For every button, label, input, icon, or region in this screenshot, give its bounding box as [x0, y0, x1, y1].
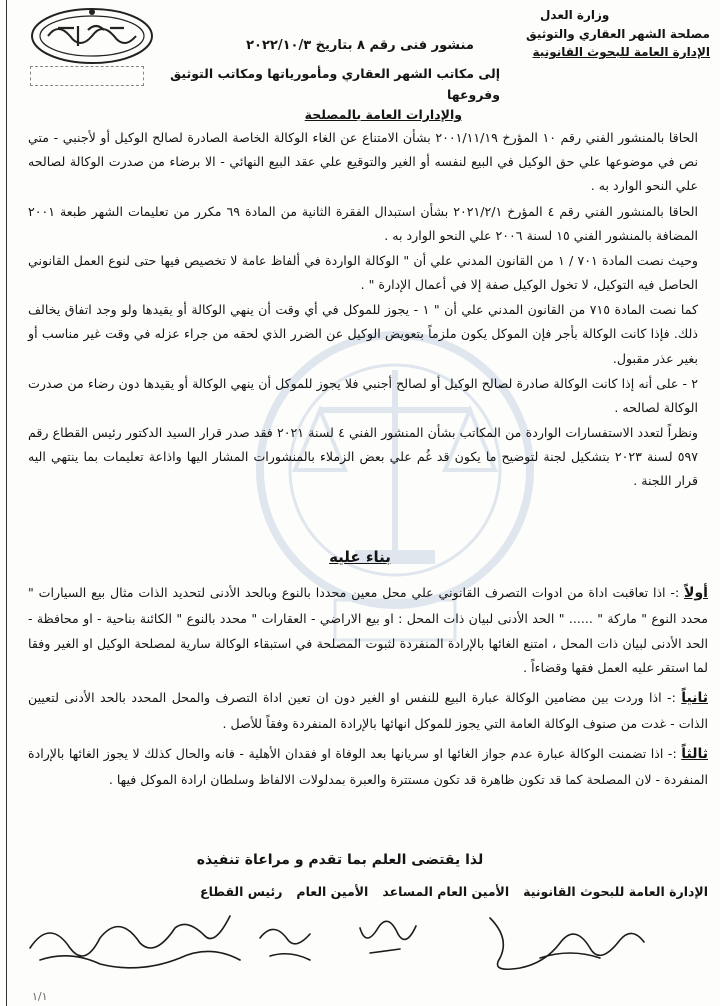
clause-text: :- اذا وردت بين مضامين الوكالة عبارة البيع للنفس او الغير دون ان تعين اداة التصرف والمحل المحدد بالحد الأدنى لتعيين الذات - غدت من صنوف الوكالة العامة التي يجوز للموكل انهائها بالإرادة المنفردة وفقاً للأصل . [28, 689, 708, 732]
paragraph: وحيث نصت المادة ٧٠١ / ١ من القانون المدني علي أن " الوكالة الواردة في ألفاظ عامة لا تخصيص فيها حتى لنوع العمل القانوني الحاصل فيه التوكيل، لا تخول الوكيل صفة إلا في أعمال الإدارة " . [28, 252, 698, 293]
obscured-stamp [30, 66, 144, 86]
signatory-legal-research: الإدارة العامة للبحوث القانونية [523, 884, 708, 899]
closing-instruction: لذا يقتضى العلم بما تقدم و مراعاة تنفيذه [196, 852, 484, 868]
clause-item [28, 685, 708, 737]
paragraph: كما نصت المادة ٧١٥ من القانون المدني علي أن " ١ - يجوز للموكل في أي وقت أن ينهي الوكالة أو يقيدها ولو وجد اتفاق يخالف ذلك. فإذا كانت الوكالة بأجر فإن الموكل يكون ملزماً بتعويض الوكيل عن الضرر الذي لحقه من جراء عزله في وقت غير مناسب أو بغير عذر مقبول. [28, 302, 699, 366]
handwritten-signatures [20, 898, 710, 990]
page-number: ١/١ [32, 990, 48, 1003]
clause-item [28, 741, 708, 793]
paragraph: ٢ - على أنه إذا كانت الوكالة صادرة لصالح الوكيل أو لصالح أجنبي فلا يجوز للموكل أن ينهي الوكالة أو يقيدها دون رضاء من صدرت الوكالة لصالحه . [28, 375, 698, 415]
signatory-assistant-secretary: الأمين العام المساعد [382, 884, 510, 899]
decision-heading: بناء عليه [329, 548, 391, 566]
department-name: الإدارة العامة للبحوث القانونية [532, 45, 710, 60]
clause-label: ثالثاً [681, 745, 708, 762]
signatories-row [200, 884, 708, 899]
clause-label: ثانياً [681, 689, 708, 706]
paragraph: ونظراً لتعدد الاستفسارات الواردة من المكاتب بشأن المنشور الفني ٤ لسنة ٢٠٢١ فقد صدر قرار السيد الدكتور رئيس القطاع رقم ٥٩٧ لسنة ٢٠٢٣ بتشكيل لجنة لتوضيح ما يكون قد غُم علي بعض الزملاء بالمنشورات المشار اليها واذاعة تعليمات بما ينتهي اليه قرار اللجنة . [28, 425, 698, 489]
paragraph: الحاقا بالمنشور الفني رقم ٤ المؤرخ ٢٠٢١/٢/١ بشأن استبدال الفقرة الثانية من المادة ٦٩ مكرر من تعليمات الشهر طبعة ٢٠٠١ المضافة بالمنشور الفني ١٥ لسنة ٢٠٠٦ علي النحو الوارد به . [28, 203, 699, 243]
signatory-sector-head: رئيس القطاع [200, 884, 283, 899]
addressee-line-2: والإدارات العامة بالمصلحة [304, 107, 462, 123]
clause-text: :- اذا تضمنت الوكالة عبارة عدم جواز الغائها او سريانها بعد الوفاة او فقدان الأهلية - فانه والحال كذلك لا يجوز الغائها بالإرادة المنفردة - لان المصلحة كما قد تكون ظاهرة قد تكون مستترة والعبرة بمدلولات الالفاظ وسلطان ارادة الموكل فيها . [28, 745, 708, 788]
addressee-block [150, 64, 500, 126]
circular-reference: منشور فنى رقم ٨ بتاريخ ٢٠٢٢/١٠/٣ [246, 38, 474, 53]
clause-text: :- اذا تعاقبت اداة من ادوات التصرف القانوني علي محل معين محددا بالنوع وبالحد الأدنى لتحديد الذات مثال بيع السيارات " محدد النوع " ماركة " ...... " الحد الأدنى لبيان ذات المحل : او بيع الاراضي - العقارات " محدد بالنوع " الكائنة بناحية - او محافظة - الحد الأدنى لبيان ذات المحل ، امتنع الغائها بالإرادة المنفردة لثبوت المصلحة في استبقاء الوكالة سارية لمصلحة الوكيل او الغير وفقا لما استقر عليه العمل فقها وقضاءاً . [28, 585, 708, 676]
signature-mark [260, 929, 310, 960]
preamble-body [28, 126, 698, 495]
ministry-name: وزارة العدل [540, 8, 610, 22]
signature-mark [360, 921, 416, 953]
ministry-emblem-logo [28, 6, 156, 66]
decision-clauses [28, 580, 708, 797]
clause-item [28, 580, 708, 681]
authority-name: مصلحة الشهر العقاري والتوثيق [526, 26, 710, 41]
signature-mark [490, 918, 644, 969]
signatory-secretary-general: الأمين العام [296, 884, 369, 899]
paragraph: الحاقا بالمنشور الفني رقم ١٠ المؤرخ ٢٠٠١/١١/١٩ بشأن الامتناع عن الغاء الوكالة الخاصة الصادرة لصالح الوكيل أو لأجنبي - متي نص في موضوعها علي حق الوكيل في البيع لنفسه أو الغير والتوقيع علي عقد البيع النهائي - الا برضاء من صدرت الوكالة لصالحه علي النحو الوارد به . [28, 130, 699, 194]
ministry-header [510, 6, 710, 62]
signature-mark [30, 916, 230, 956]
signature-mark [40, 951, 240, 967]
addressee-line-1: إلى مكاتب الشهر العقاري ومأمورياتها ومكاتب التوثيق وفروعها [170, 66, 500, 102]
clause-label: أولاً [684, 585, 708, 601]
left-margin-line [6, 0, 7, 1006]
